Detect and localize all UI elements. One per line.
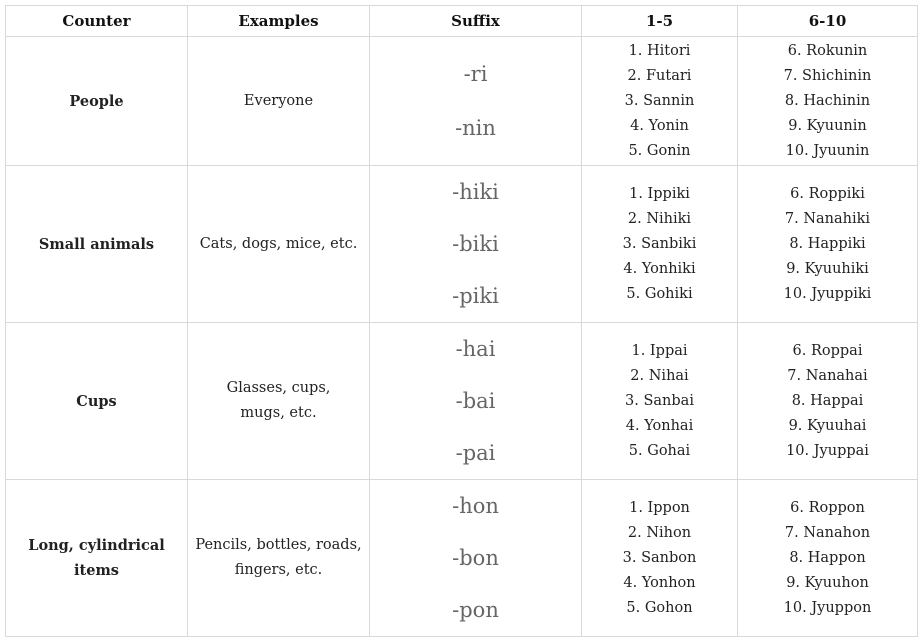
- list-item: 1. Ippiki: [629, 185, 690, 202]
- list-item: 2. Nihai: [630, 367, 689, 384]
- list-item: 8. Happon: [789, 549, 866, 566]
- list-item: 3. Sanbiki: [622, 235, 697, 252]
- list-item: 7. Shichinin: [783, 67, 872, 84]
- suffix: -hai: [455, 337, 496, 361]
- counter-table: [5, 5, 918, 637]
- suffix: -bon: [452, 546, 499, 570]
- table-row: [6, 166, 918, 323]
- list-item: 8. Happiki: [789, 235, 866, 252]
- list-item: 6. Roppon: [790, 499, 865, 516]
- list-item: 10. Jyuppai: [786, 442, 869, 459]
- suffix-cell: [370, 323, 582, 480]
- list-item: 7. Nanahon: [784, 524, 871, 541]
- list-item: 1. Ippai: [631, 342, 688, 359]
- table-row: [6, 323, 918, 480]
- list-item: 6. Roppiki: [790, 185, 865, 202]
- list-item: 7. Nanahai: [787, 367, 868, 384]
- list-item: 3. Sanbon: [622, 549, 697, 566]
- list-item: 6. Roppai: [792, 342, 863, 359]
- table-row: [6, 480, 918, 637]
- header-examples: Examples: [188, 6, 370, 37]
- list-item: 4. Yonhon: [623, 574, 696, 591]
- suffix-cell: [370, 37, 582, 166]
- header-suffix: Suffix: [370, 6, 582, 37]
- suffix: -biki: [452, 232, 499, 256]
- six-to-ten-cell: [738, 480, 918, 637]
- list-item: 5. Gohon: [626, 599, 693, 616]
- list-item: 8. Hachinin: [784, 92, 871, 109]
- one-to-five-cell: [582, 37, 738, 166]
- suffix: -pon: [452, 598, 499, 622]
- six-to-ten-cell: [738, 323, 918, 480]
- header-one-to-five: 1-5: [582, 6, 738, 37]
- list-item: 10. Jyuppon: [783, 599, 872, 616]
- table-row: [6, 37, 918, 166]
- list-item: 8. Happai: [791, 392, 864, 409]
- suffix: -nin: [455, 115, 496, 140]
- examples-cell: [188, 323, 370, 480]
- examples-text: Glasses, cups, mugs, etc.: [226, 380, 331, 421]
- examples-cell: Cats, dogs, mice, etc.: [188, 166, 370, 323]
- counter-text: Long, cylindrical items: [28, 537, 165, 579]
- list-item: 2. Futari: [627, 67, 692, 84]
- list-item: 4. Yonhai: [625, 417, 694, 434]
- suffix-cell: [370, 166, 582, 323]
- suffix-cell: [370, 480, 582, 637]
- header-six-to-ten: 6-10: [738, 6, 918, 37]
- list-item: 6. Rokunin: [787, 42, 868, 59]
- suffix: -piki: [452, 284, 499, 308]
- list-item: 1. Ippon: [629, 499, 690, 516]
- list-item: 5. Gohai: [628, 442, 691, 459]
- list-item: 10. Jyuppiki: [783, 285, 872, 302]
- list-item: 9. Kyuuhai: [788, 417, 867, 434]
- suffix: -ri: [463, 62, 488, 87]
- list-item: 2. Nihiki: [627, 210, 692, 227]
- six-to-ten-cell: [738, 166, 918, 323]
- list-item: 9. Kyuunin: [788, 117, 867, 134]
- list-item: 5. Gohiki: [626, 285, 693, 302]
- header-row: [6, 6, 918, 37]
- list-item: 5. Gonin: [628, 142, 691, 159]
- suffix: -pai: [455, 441, 496, 465]
- one-to-five-cell: [582, 166, 738, 323]
- suffix: -hiki: [452, 180, 499, 204]
- list-item: 3. Sanbai: [625, 392, 694, 409]
- one-to-five-cell: [582, 480, 738, 637]
- list-item: 2. Nihon: [627, 524, 692, 541]
- header-counter: Counter: [6, 6, 188, 37]
- one-to-five-cell: [582, 323, 738, 480]
- list-item: 7. Nanahiki: [784, 210, 871, 227]
- list-item: 1. Hitori: [628, 42, 691, 59]
- list-item: 9. Kyuuhiki: [786, 260, 869, 277]
- counter-cell: Cups: [6, 323, 188, 480]
- examples-cell: [188, 480, 370, 637]
- six-to-ten-cell: [738, 37, 918, 166]
- suffix: -bai: [455, 389, 496, 413]
- list-item: 4. Yonin: [630, 117, 689, 134]
- counter-cell: Small animals: [6, 166, 188, 323]
- suffix: -hon: [452, 494, 499, 518]
- list-item: 4. Yonhiki: [623, 260, 696, 277]
- list-item: 10. Jyuunin: [785, 142, 870, 159]
- examples-text: Pencils, bottles, roads, fingers, etc.: [195, 537, 362, 578]
- examples-cell: Everyone: [188, 37, 370, 166]
- counter-cell: People: [6, 37, 188, 166]
- list-item: 3. Sannin: [624, 92, 695, 109]
- list-item: 9. Kyuuhon: [786, 574, 869, 591]
- counter-cell: [6, 480, 188, 637]
